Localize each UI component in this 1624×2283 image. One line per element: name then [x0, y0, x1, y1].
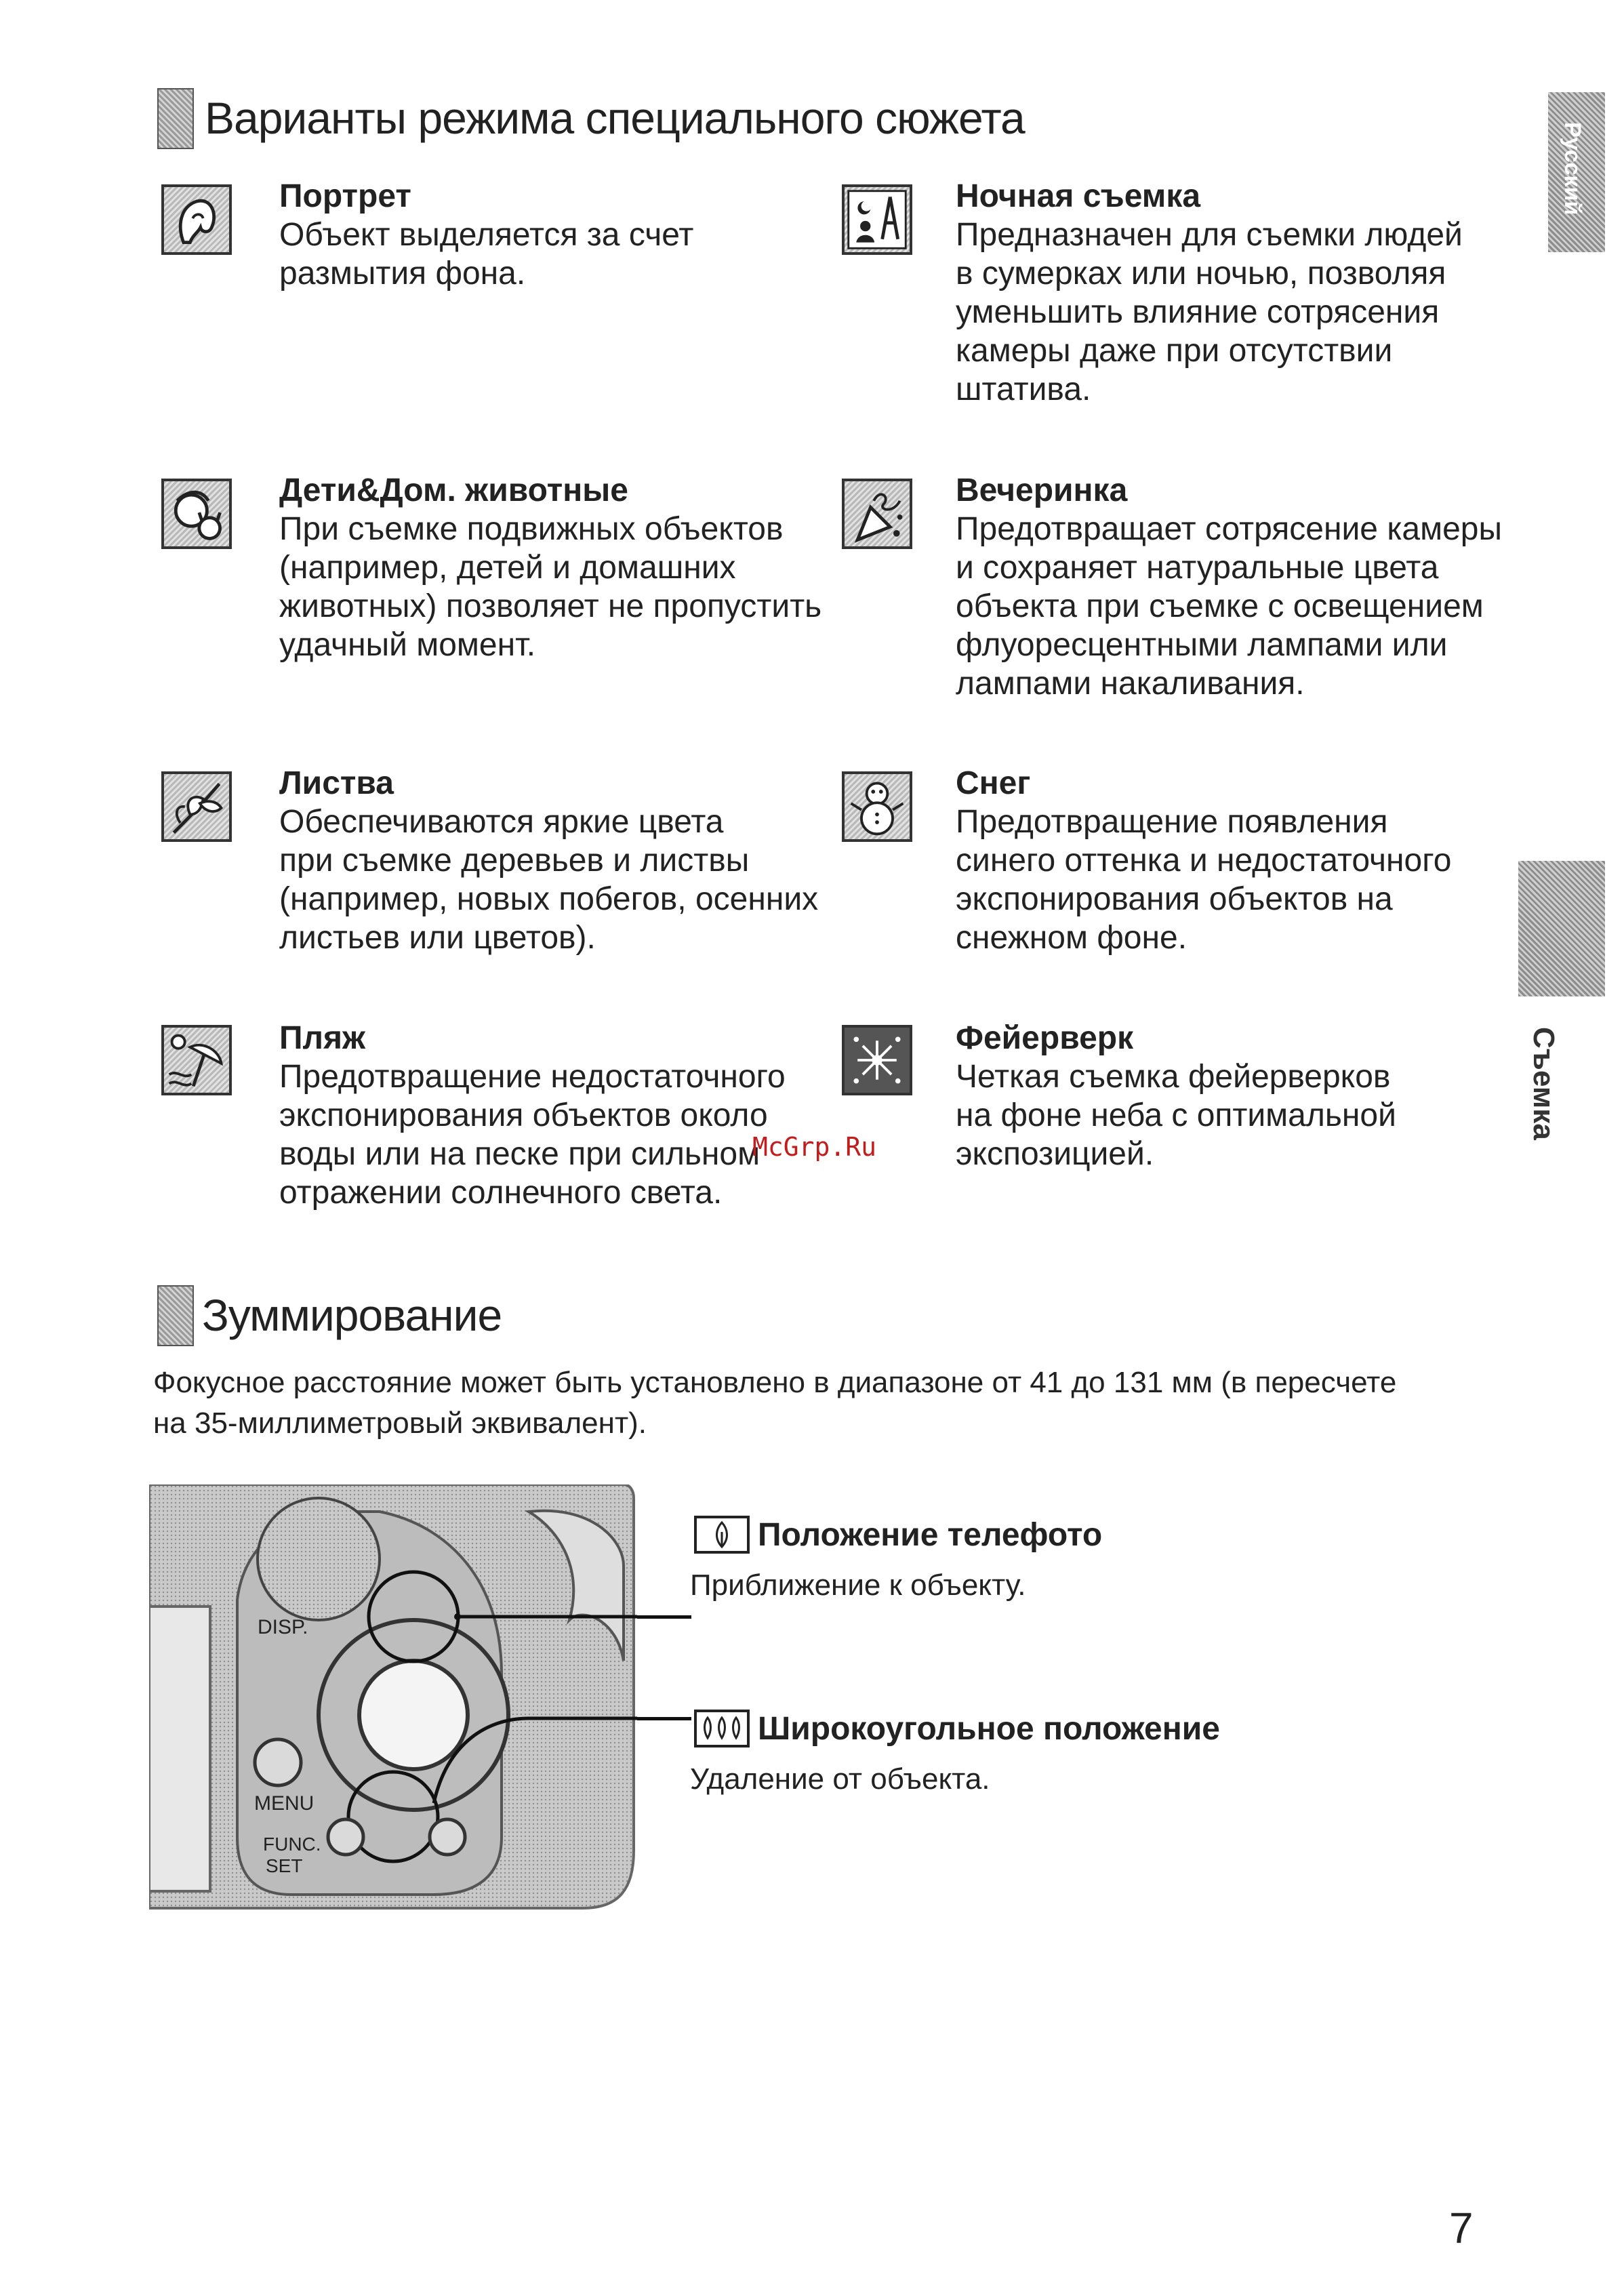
- set-button-label: SET: [266, 1855, 303, 1876]
- mode-title: Пляж: [279, 1020, 366, 1056]
- disp-button-label: DISP.: [258, 1616, 308, 1638]
- menu-button-label: MENU: [254, 1792, 314, 1815]
- portrait-icon: [161, 184, 232, 255]
- chapter-tab: [1518, 861, 1605, 996]
- language-tab-label: Русский: [1560, 122, 1585, 216]
- kids-pets-icon: [161, 479, 232, 549]
- mode-description: Четкая съемка фейерверков на фоне неба с оптимальной экспозицией.: [956, 1059, 1396, 1172]
- fireworks-icon: [842, 1025, 912, 1095]
- section-title-zoom: Зуммирование: [202, 1290, 502, 1340]
- night-scene-icon: [842, 184, 912, 255]
- wide-position-description: Удаление от объекта.: [690, 1762, 990, 1796]
- func-button-label: FUNC.: [263, 1834, 321, 1855]
- wide-position-label: Широкоугольное положение: [694, 1710, 1220, 1747]
- section-marker: [157, 88, 194, 149]
- mode-title: Снег: [956, 765, 1031, 801]
- callout-line-tele: [637, 1615, 691, 1619]
- party-icon: [842, 479, 912, 549]
- callout-line-wide: [637, 1717, 691, 1720]
- mode-title: Ночная съемка: [956, 178, 1201, 214]
- mode-description: Объект выделяется за счет размытия фона.: [279, 217, 694, 291]
- tele-icon: [694, 1516, 750, 1554]
- mode-title: Вечеринка: [956, 472, 1128, 508]
- beach-icon: [161, 1025, 232, 1095]
- mode-title: Фейерверк: [956, 1020, 1134, 1056]
- foliage-icon: [161, 771, 232, 842]
- tele-position-label: Положение телефото: [694, 1516, 1102, 1554]
- mode-title: Портрет: [279, 178, 411, 214]
- section-marker: [157, 1285, 194, 1346]
- mode-description: Обеспечиваются яркие цвета при съемке деревьев и листвы (например, новых побегов, осенних листьев или цветов).: [279, 804, 819, 956]
- tele-position-description: Приближение к объекту.: [690, 1569, 1026, 1602]
- mode-description: Предотвращение недостаточного экспонирования объектов около воды или на песке при сильном отражении солнечного света.: [279, 1059, 786, 1211]
- mode-title: Дети&Дом. животные: [279, 472, 628, 508]
- mode-description: При съемке подвижных объектов (например, детей и домашних животных) позволяет не пропустить удачный момент.: [279, 511, 822, 663]
- wide-icon: [694, 1710, 750, 1747]
- camera-illustration: [149, 1484, 637, 1925]
- page-number: 7: [1449, 2204, 1474, 2252]
- mode-title: Листва: [279, 765, 394, 801]
- mode-description: Предотвращение появления синего оттенка и недостаточного экспонирования объектов на снежном фоне.: [956, 804, 1452, 956]
- mode-description: Предотвращает сотрясение камеры и сохраняет натуральные цвета объекта при съемке с освещением флуоресцентными лампами или лампами накаливания.: [956, 511, 1502, 702]
- section-title-scene: Варианты режима специального сюжета: [205, 93, 1025, 143]
- zoom-paragraph: Фокусное расстояние может быть установлено в диапазоне от 41 до 131 мм (в пересчете на 35-миллиметровый эквивалент).: [153, 1366, 1397, 1440]
- mode-description: Предназначен для съемки людей в сумерках или ночью, позволяя уменьшить влияние сотрясения камеры даже при отсутствии штатива.: [956, 217, 1463, 407]
- chapter-tab-label: Съемка: [1527, 1027, 1560, 1140]
- snow-icon: [842, 771, 912, 842]
- watermark: McGrp.Ru: [752, 1132, 877, 1162]
